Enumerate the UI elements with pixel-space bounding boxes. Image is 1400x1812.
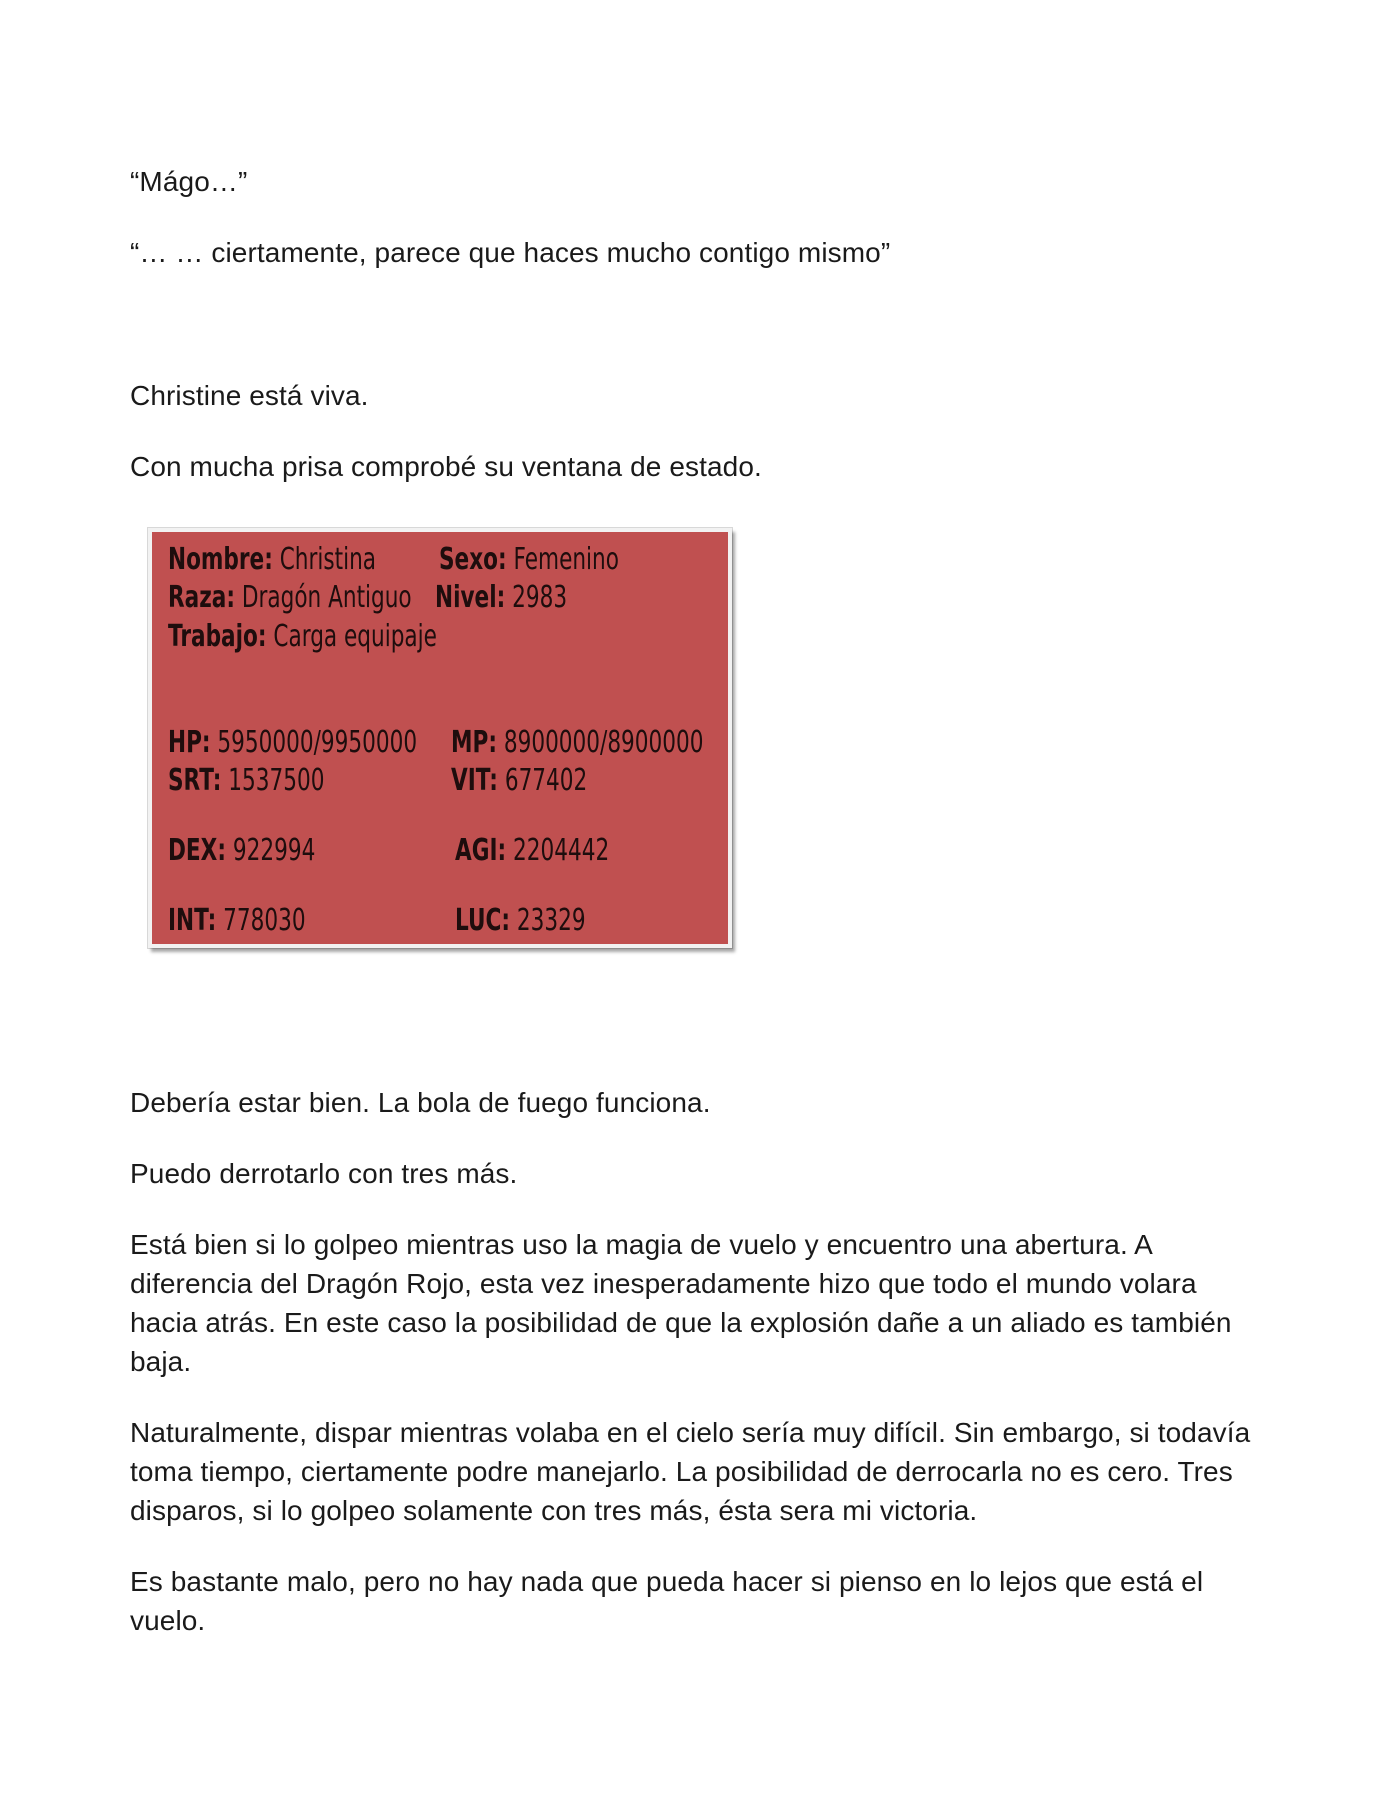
stat-label: SRT:: [168, 763, 222, 798]
stat-label: DEX:: [168, 833, 226, 868]
stat-label: HP:: [168, 725, 211, 760]
stat-dex: [168, 833, 315, 869]
narration-paragraph: Está bien si lo golpeo mientras uso la magia de vuelo y encuentro una abertura. A diferencia del Dragón Rojo, esta vez inesperadamente hizo que todo el mundo volara hacia atrás. En este caso la posibilidad de que la explosión dañe a un aliado es también baja.: [130, 1229, 1232, 1377]
stat-job: [168, 619, 437, 655]
stat-value: 2983: [512, 580, 568, 615]
stat-srt: [168, 763, 324, 799]
narration-paragraph: Puedo derrotarlo con tres más.: [130, 1158, 518, 1189]
narration-paragraph: Es bastante malo, pero no hay nada que pueda hacer si pienso en lo lejos que está el vuelo.: [130, 1566, 1204, 1636]
stat-label: MP:: [451, 725, 497, 760]
stat-sex: [439, 542, 619, 578]
stat-value: Christina: [279, 542, 377, 577]
stat-value: Dragón Antiguo: [241, 580, 412, 615]
narration-paragraph: Debería estar bien. La bola de fuego funciona.: [130, 1087, 711, 1118]
stat-name: [168, 542, 376, 578]
stat-label: INT:: [168, 903, 217, 938]
stat-label: AGI:: [455, 833, 507, 868]
stat-label: Nivel:: [435, 580, 506, 615]
stat-vit: [451, 763, 587, 799]
stat-value: 5950000/9950000: [217, 725, 418, 760]
stat-value: 778030: [223, 903, 306, 938]
stat-agi: [455, 833, 609, 869]
stat-value: Femenino: [513, 542, 619, 577]
stat-mp: [451, 725, 704, 761]
stat-value: 677402: [504, 763, 588, 798]
stat-race: [168, 580, 412, 616]
stat-value: 1537500: [228, 763, 325, 798]
stat-level: [435, 580, 567, 616]
stat-hp: [168, 725, 417, 761]
stat-label: Nombre:: [168, 542, 273, 577]
narration-paragraph: Christine está viva.: [130, 380, 369, 411]
stat-value: Carga equipaje: [273, 619, 437, 654]
stat-value: 23329: [516, 903, 586, 938]
narration-paragraph: Con mucha prisa comprobé su ventana de estado.: [130, 451, 762, 482]
stat-label: Trabajo:: [168, 619, 267, 654]
dialogue-line: “Mágo…”: [130, 166, 248, 197]
stat-luc: [455, 903, 586, 939]
stat-value: 8900000/8900000: [503, 725, 704, 760]
stat-label: Sexo:: [439, 542, 507, 577]
dialogue-line: “… … ciertamente, parece que haces mucho contigo mismo”: [130, 237, 891, 268]
stat-label: LUC:: [455, 903, 511, 938]
stat-value: 922994: [232, 833, 316, 868]
status-window: [148, 528, 732, 948]
stat-int: [168, 903, 306, 939]
stat-value: 2204442: [513, 833, 610, 868]
stat-label: VIT:: [451, 763, 498, 798]
narration-paragraph: Naturalmente, dispar mientras volaba en el cielo sería muy difícil. Sin embargo, si todavía toma tiempo, ciertamente podre manejarlo. La posibilidad de derrocarla no es cero. Tres disparos, si lo golpeo solamente con tres más, ésta sera mi victoria.: [130, 1417, 1251, 1526]
stat-label: Raza:: [168, 580, 235, 615]
